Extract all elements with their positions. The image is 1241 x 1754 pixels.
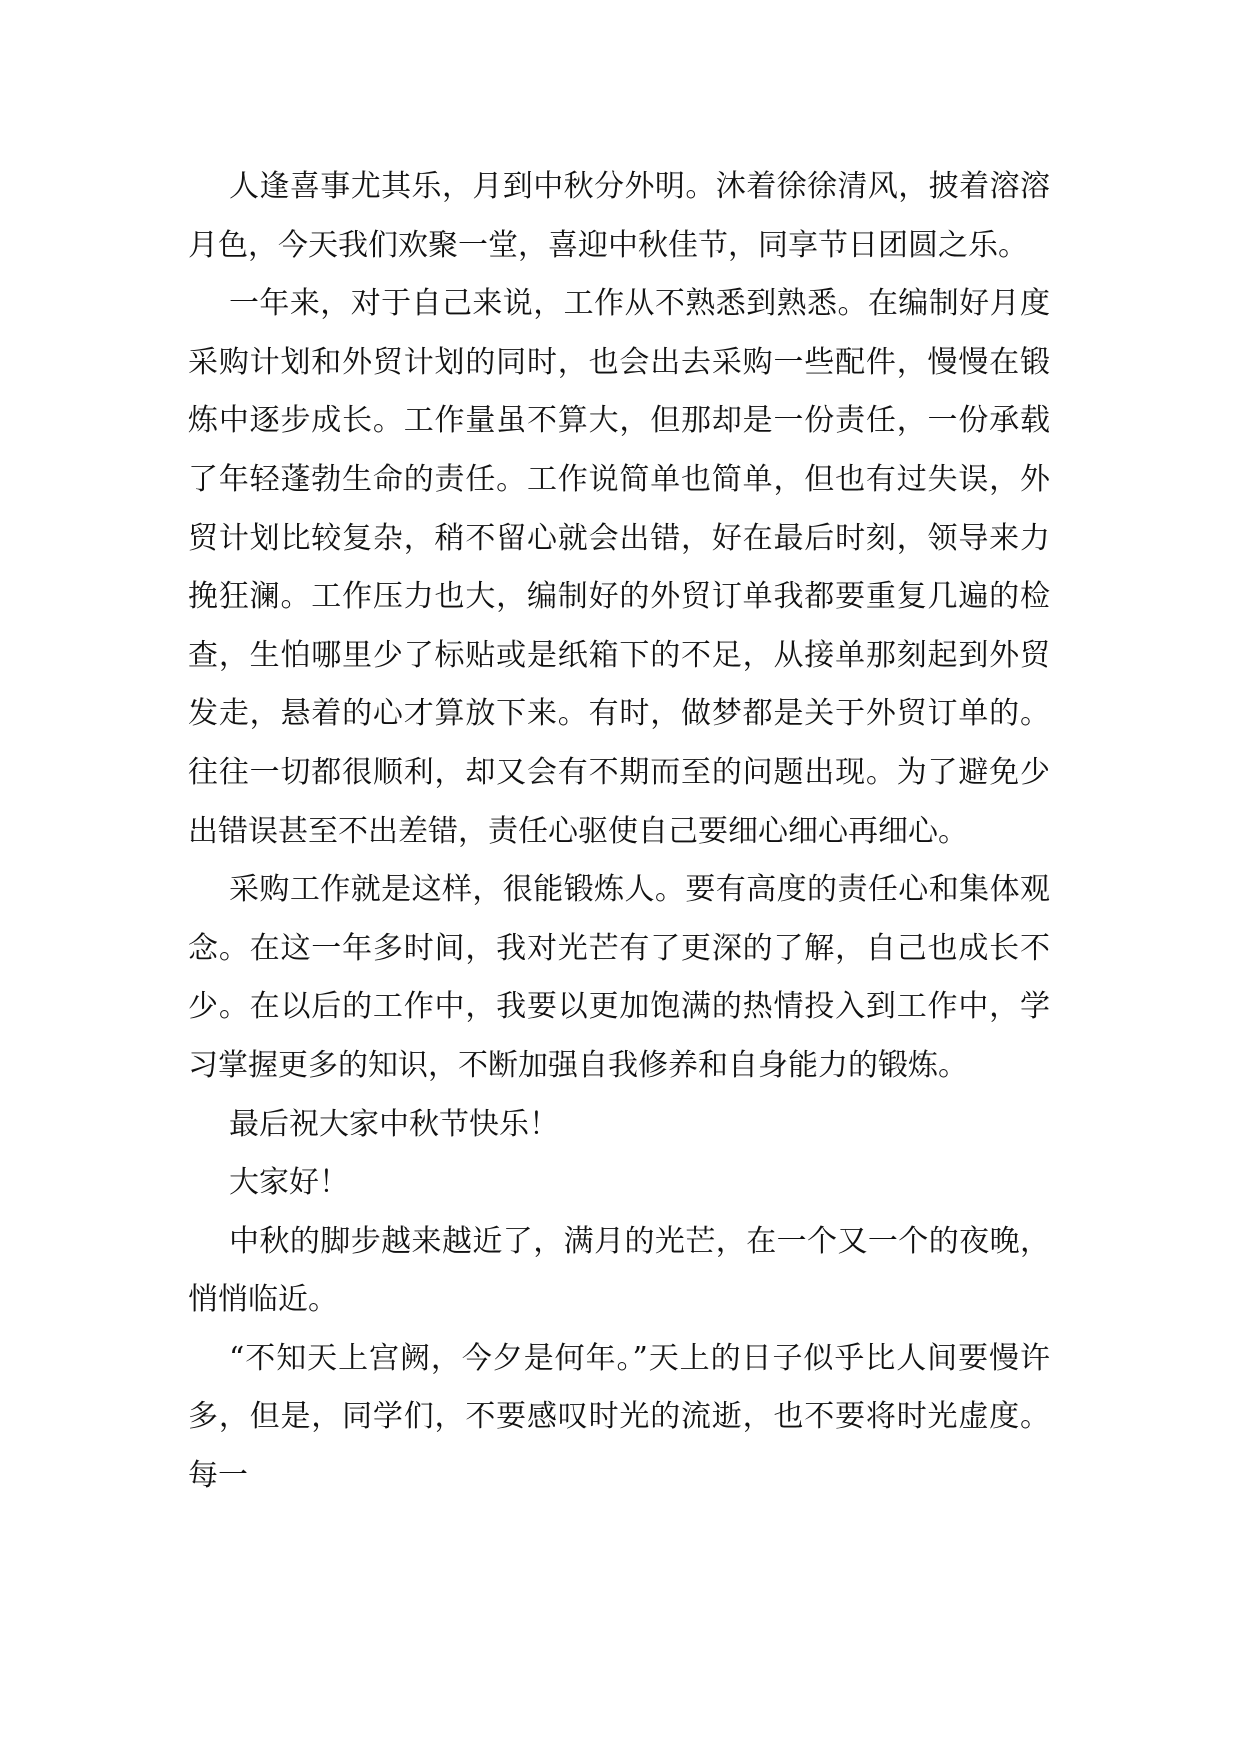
paragraph-4: 最后祝大家中秋节快乐！ bbox=[229, 1106, 559, 1142]
paragraph-2: 一年来，对于自己来说，工作从不熟悉到熟悉。在编制好月度采购计划和外贸计划的同时，也会出去采购一些配件，慢慢在锻炼中逐步成长。工作量虽不算大，但那却是一份责任，一份承载了年轻蓬勃生命的责任。工作说简单也简单，但也有过失误，外贸计划比较复杂，稍不留心就会出错，好在最后时刻，领导来力挽狂澜。工作压力也大，编制好的外贸订单我都要重复几遍的检查，生怕哪里少了标贴或是纸箱下的不足，从接单那刻起到外贸发走，悬着的心才算放下来。有时，做梦都是关于外贸订单的。往往一切都很顺利，却又会有不期而至的问题出现。为了避免少出错误甚至不出差错，责任心驱使自己要细心细心再细心。 bbox=[188, 286, 1050, 849]
paragraph-5: 大家好！ bbox=[229, 1165, 349, 1201]
paragraph-1: 人逢喜事尤其乐，月到中秋分外明。沐着徐徐清风，披着溶溶月色，今天我们欢聚一堂，喜迎中秋佳节，同享节日团圆之乐。 bbox=[188, 169, 1050, 263]
paragraph-3: 采购工作就是这样，很能锻炼人。要有高度的责任心和集体观念。在这一年多时间，我对光芒有了更深的了解，自己也成长不少。在以后的工作中，我要以更加饱满的热情投入到工作中，学习掌握更多的知识，不断加强自我修养和自身能力的锻炼。 bbox=[188, 872, 1050, 1083]
paragraph-6: 中秋的脚步越来越近了，满月的光芒，在一个又一个的夜晚，悄悄临近。 bbox=[188, 1223, 1050, 1318]
document-body bbox=[188, 158, 1050, 1506]
paragraph-7: “不知天上宫阙，今夕是何年。”天上的日子似乎比人间要慢许多，但是，同学们，不要感叹时光的流逝，也不要将时光虚度。每一 bbox=[188, 1340, 1050, 1494]
